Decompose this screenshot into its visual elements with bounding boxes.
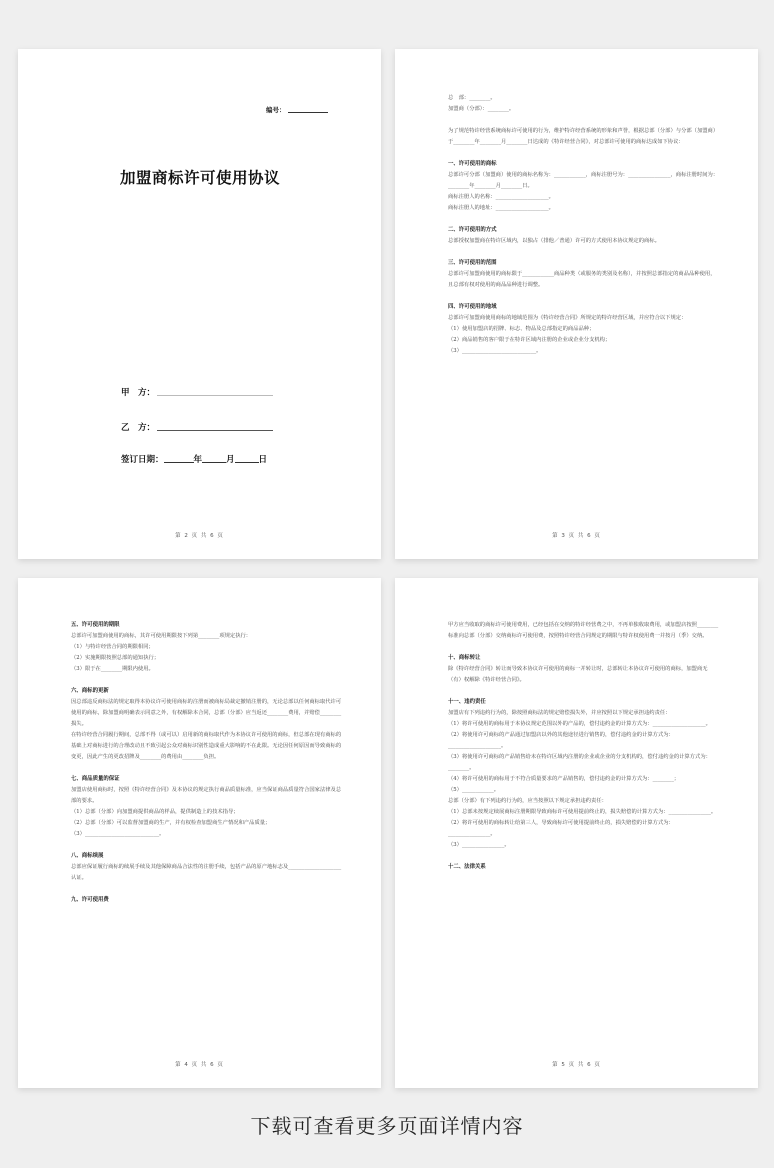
contract-number-field (266, 105, 328, 114)
clause-paragraph: （3）____________________________。 (448, 348, 542, 354)
paragraph-spacer (448, 148, 720, 159)
clause-paragraph: （3）________________。 (448, 842, 510, 848)
paragraph-spacer (448, 214, 720, 225)
clause-paragraph: （2）将使用许可商标的产品通过加盟店以外的其他途径进行销售的，偿付违约金的计算方式为：____________________。 (448, 732, 674, 749)
document-title: 加盟商标许可使用协议 (120, 169, 281, 187)
document-page-5 (395, 578, 758, 1088)
clause-paragraph: 总部授权加盟商在特许区域内，以独占（排他／普通）许可的方式使用本协议规定的商标。 (448, 238, 660, 244)
clause-paragraph: 为了规范特许经营系统商标许可使用的行为，维护特许经营系统的形象和声誉，根据总部（分部）与分部（加盟商）于________年________月________日达成的《特许经营合同》，对总部许可使用的商标达成如下协议： (448, 128, 719, 145)
section-heading: 九、许可使用费 (71, 897, 109, 903)
paragraph-spacer (448, 851, 720, 862)
clause-paragraph: 商标注册人的名称：____________________。 (448, 194, 554, 200)
page-3-body (448, 93, 720, 357)
clause-paragraph: （5）____________。 (448, 787, 500, 793)
download-caption: 下载可查看更多页面详情内容 (250, 1114, 524, 1138)
page-number: 第 3 页 共 6 页 (552, 533, 601, 539)
party-b-field (121, 421, 273, 433)
clause-paragraph: （4）将许可使用的商标用于不符合质量要求的产品销售的，偿付违约金的计算方式为：________； (448, 776, 680, 782)
clause-paragraph: （3）限于在________期限内使用。 (71, 666, 154, 672)
clause-paragraph: （1）将许可使用的商标用于本协议规定范围以外的产品的，偿付违约金的计算方式为：____________________。 (448, 721, 711, 727)
clause-paragraph: 总部应保证履行商标的续展手续及其他保障商品合法性的注册手续，包括产品的原产地标志及____________________认证。 (71, 864, 342, 881)
paragraph-spacer (448, 115, 720, 126)
document-page-cover (18, 49, 381, 559)
section-heading: 十二、法律关系 (448, 864, 486, 870)
paragraph-spacer (71, 884, 343, 895)
clause-paragraph: （2）总部（分部）可以监督加盟商的生产，并有权检查加盟商生产情况和产品质量； (71, 820, 271, 826)
document-page-4 (18, 578, 381, 1088)
party-a-blank (157, 395, 273, 396)
section-heading: 八、商标续展 (71, 853, 104, 859)
party-b-label: 乙 方： (121, 423, 156, 433)
day-blank (235, 462, 259, 463)
page-4-body (71, 620, 343, 906)
clause-paragraph: 加盟店使用商标时，按照《特许经营合同》及本协议的规定执行商品质量标准，应当保证商品质量符合国家法律及总部的要求。 (71, 787, 342, 804)
clause-paragraph: （1）使用加盟店的招牌、标志、物品及总部指定的商品品种； (448, 326, 595, 332)
document-page-3 (395, 49, 758, 559)
clause-paragraph: 总部许可加盟商使用的商标，其许可使用期限按下列第________项规定执行： (71, 633, 252, 639)
clause-paragraph: 总部许可分部（加盟商）使用的商标名称为：____________，商标注册号为：________________，商标注册时间为：________年________月________日。 (448, 172, 719, 189)
page-5-body (448, 620, 720, 873)
clause-paragraph: 因总部违反商标法的规定取得本协议许可使用商标的注册而被商标局裁定撤销注册的，无论总部以任何商标取代许可使用的商标，除加盟商明确表示同意之外，有权解除本合同，总部（分部）应当返还________费用，并赔偿________损失。 (71, 699, 342, 727)
clause-paragraph: （3）____________________________。 (71, 831, 165, 837)
year-blank (164, 462, 194, 463)
section-heading: 六、商标的更新 (71, 688, 109, 694)
contract-number-label: 编号： (266, 106, 286, 114)
section-heading: 一、许可使用的商标 (448, 161, 497, 167)
clause-paragraph: 商标注册人的地址：____________________。 (448, 205, 554, 211)
paragraph-spacer (448, 686, 720, 697)
section-heading: 三、许可使用的范围 (448, 260, 497, 266)
clause-paragraph: 除《特许经营合同》转让而导致本协议许可使用的商标一并转让时，总部转让本协议许可使用的商标，加盟商无（有）权解除《特许经营合同》。 (448, 666, 708, 683)
day-label: 日 (258, 455, 268, 465)
clause-paragraph: 加盟商（分部）：________。 (448, 106, 515, 112)
sign-date-label: 签订日期： (121, 455, 164, 465)
party-a-label: 甲 方： (121, 388, 156, 398)
clause-paragraph: 在特许经营合同履行期间，总部不得（或可以）启用新的商标取代作为本协议许可使用的商标，但总部在现有商标的基础上对商标进行的合理改动且不致引起公众对商标识别性造成重大影响的不在此限。无论因任何原因而导致商标的变更，因此产生的更改招牌及________的费用由________负担。 (71, 732, 342, 760)
clause-paragraph: （1）与特许经营合同的期限相同； (71, 644, 154, 650)
page-number: 第 5 页 共 6 页 (552, 1062, 601, 1068)
month-blank (202, 462, 226, 463)
paragraph-spacer (71, 675, 343, 686)
page-number: 第 2 页 共 6 页 (175, 533, 224, 539)
year-label: 年 (193, 455, 203, 465)
month-label: 月 (226, 455, 235, 465)
paragraph-spacer (448, 247, 720, 258)
page-number: 第 4 页 共 6 页 (175, 1062, 224, 1068)
sign-date-field (121, 453, 267, 465)
section-heading: 四、许可使用的地域 (448, 304, 497, 310)
clause-paragraph: （1）总部未按规定续展商标注册期限导致商标许可使用提前终止的，损失赔偿的计算方式为：________________。 (448, 809, 717, 815)
section-heading: 二、许可使用的方式 (448, 227, 497, 233)
paragraph-spacer (71, 763, 343, 774)
section-heading: 十一、违约责任 (448, 699, 486, 705)
clause-paragraph: （2）商品销售的客户限于在特许区域内注册的企业或企业分支机构； (448, 337, 611, 343)
clause-paragraph: （2）将许可使用的商标转让给第三人，导致商标许可使用提前终止的，损失赔偿的计算方式为：________________。 (448, 820, 674, 837)
party-b-blank (157, 430, 273, 431)
clause-paragraph: （3）将使用许可商标的产品销售给未在特许区域内注册的企业或企业的分支机构的，偿付违约金的计算方式为：________。 (448, 754, 711, 771)
section-heading: 十、商标转让 (448, 655, 481, 661)
section-heading: 七、商品质量的保证 (71, 776, 120, 782)
clause-paragraph: 加盟店有下列违约行为的，除按照商标法的规定赔偿损失外，并应按照以下规定承担违约责任： (448, 710, 671, 716)
section-heading: 五、许可使用的期限 (71, 622, 120, 628)
clause-paragraph: 总部（分部）有下列违约行为的，应当按照以下规定承担违约责任： (448, 798, 607, 804)
clause-paragraph: 总部许可加盟商使用的商标限于____________商品种类（或服务的类别及名称），并按照总部指定的商品品种使用，且总部有权对使用的商品品种进行调整。 (448, 271, 716, 288)
paragraph-spacer (448, 291, 720, 302)
paragraph-spacer (71, 840, 343, 851)
paragraph-spacer (448, 642, 720, 653)
party-a-field (121, 386, 273, 398)
contract-number-blank (288, 112, 328, 113)
clause-paragraph: 总 部：________。 (448, 95, 496, 101)
clause-paragraph: （2）实施期限按照总部的通知执行； (71, 655, 160, 661)
clause-paragraph: 总部许可加盟商使用商标的地域范围为《特许经营合同》所规定的特许经营区域，并应符合以下规定： (448, 315, 687, 321)
clause-paragraph: 甲方应当收取的商标许可使用费用，已经包括在交纳的特许经营费之中，不再单独收取费用，或加盟店按照________标准向总部（分部）交纳商标许可使用费，按照特许经营合同规定的期限与特许权使用费一并按月（季）交纳。 (448, 622, 719, 639)
clause-paragraph: （1）总部（分部）向加盟商提供商品的样品，提供制造上的技术指导； (71, 809, 239, 815)
